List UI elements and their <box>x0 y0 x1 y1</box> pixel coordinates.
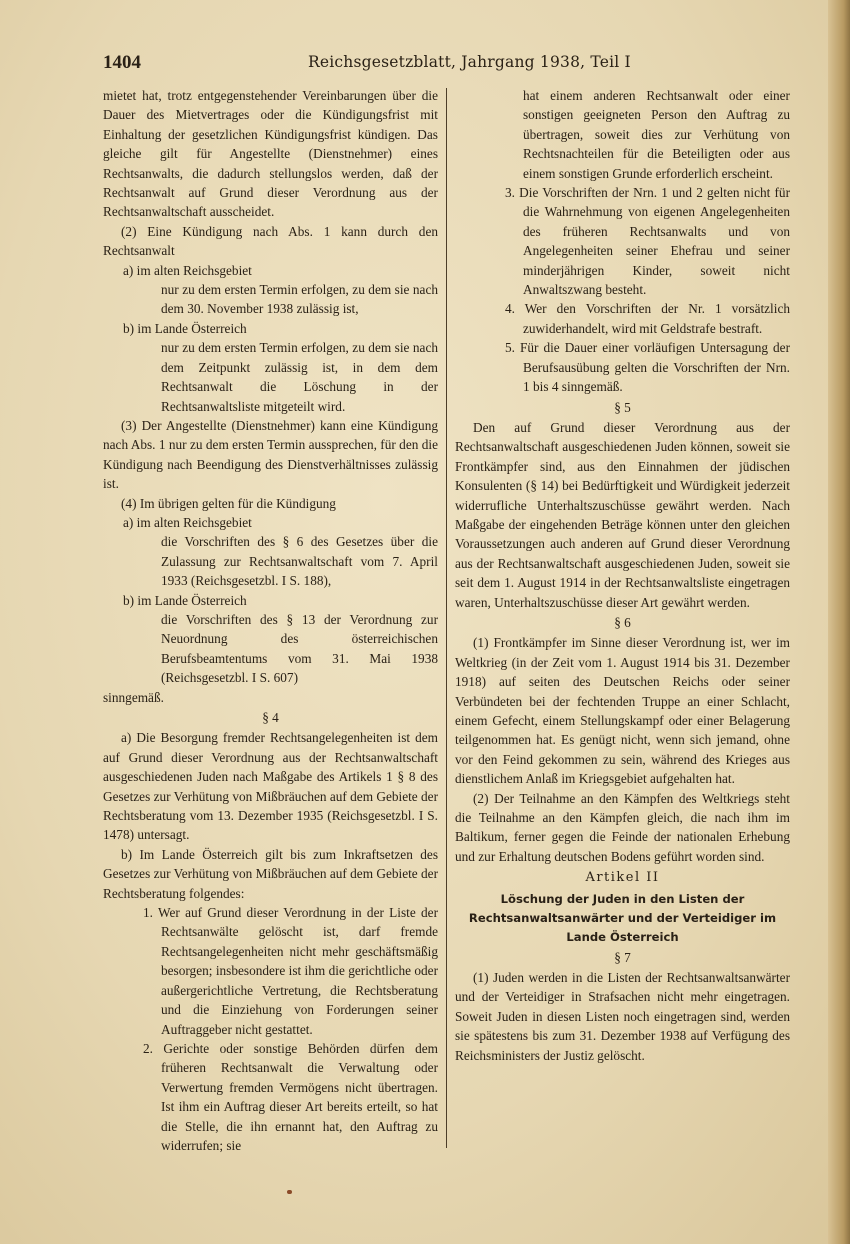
section-heading: § 4 <box>262 710 279 725</box>
paragraph: Den auf Grund dieser Verordnung aus der Rechtsanwaltschaft ausgeschiedenen Juden können, soweit sie Frontkämpfer sind, aus den Einnahmen der jüdischen Konsulenten (§ 14) bei Bedürftigkeit und Würdigkeit jederzeit widerrufliche Unterhaltszuschüsse gewährt werden. Nach Maßgabe der eingehenden Beträge können unter den gleichen Voraussetzungen auch anderen auf Grund dieser Verordnung aus der Rechtsanwaltschaft ausgeschiedenen Juden, soweit sie seit dem 1. August 1914 in der Rechtsanwaltsliste eingetragen waren, Unterhaltszuschüsse dieser Art gewährt werden. <box>455 419 790 610</box>
paragraph: (2) Der Teilnahme an den Kämpfen des Weltkriegs steht die Teilnahme an den Kämpfen gleich, die nach ihm im Baltikum, ferner gegen die Feinde der nationalen Erhebung und zur Erhaltung deutschen Bodens geführt worden sind. <box>455 790 790 864</box>
paragraph: (2) Eine Kündigung nach Abs. 1 kann durch den Rechtsanwalt <box>103 223 438 259</box>
list-item: a) im alten Reichsgebiet <box>123 262 252 278</box>
running-title: Reichsgesetzblatt, Jahrgang 1938, Teil I <box>308 53 631 71</box>
article-subheading: Löschung der Juden in den Listen der Rechtsanwaltsanwärter und der Verteidiger im Lande Österreich <box>468 891 777 944</box>
paragraph: hat einem anderen Rechtsanwalt oder einer sonstigen geeigneten Person den Auftrag zu übertragen, soweit dies zur Verhütung von Rechtsnachteilen für die Beteiligten oder aus einem sonstigen Grunde erforderlich erscheint. <box>523 88 790 181</box>
list-item: b) im Lande Österreich <box>123 320 247 336</box>
page-edge-shadow <box>828 0 850 1244</box>
paragraph: die Vorschriften des § 13 der Verordnung zur Neuordnung des österreichischen Berufsbeamtentums vom 31. Mai 1938 (Reichsgesetzbl. I S. 607) <box>161 611 438 686</box>
section-heading: § 7 <box>614 949 631 965</box>
left-column <box>103 86 438 1155</box>
paper-blemish <box>287 1190 292 1194</box>
numbered-item: 4. Wer den Vorschriften der Nr. 1 vorsätzlich zuwiderhandelt, wird mit Geldstrafe bestraft. <box>505 301 790 336</box>
numbered-item: 1. Wer auf Grund dieser Verordnung in der Liste der Rechtsanwälte gelöscht ist, darf fremde Rechtsangelegenheiten nicht mehr geschäftsmäßig besorgen; insbesondere ist ihm die gerichtliche oder außergerichtliche Vertretung, die Rechtsberatung und die Einziehung von Forderungen seiner Auftraggeber nicht gestattet. <box>143 905 438 1037</box>
paragraph: a) Die Besorgung fremder Rechtsangelegenheiten ist dem auf Grund dieser Verordnung aus der Rechtsanwaltschaft ausgeschiedenen Juden nach Maßgabe des Artikels 1 § 8 des Gesetzes zur Verhütung von Mißbräuchen auf dem Gebiete der Rechtsberatung vom 13. Dezember 1935 (Reichsgesetzbl. I S. 1478) untersagt. <box>103 730 439 843</box>
paragraph: b) Im Lande Österreich gilt bis zum Inkraftsetzen des Gesetzes zur Verhütung von Mißbräuchen auf dem Gebiete der Rechtsberatung folgendes: <box>103 846 439 901</box>
page-header <box>103 52 793 80</box>
numbered-item: 2. Gerichte oder sonstige Behörden dürfen dem früheren Rechtsanwalt die Verwaltung oder Verwertung fremden Vermögens nicht übertragen. Ist ihm ein Auftrag dieser Art bereits erteilt, so hat die Stelle, die ihn ernannt hat, den Auftrag zu widerrufen; sie <box>143 1040 438 1153</box>
paragraph: nur zu dem ersten Termin erfolgen, zu dem sie nach dem Zeitpunkt zulässig ist, in dem dem Rechtsanwalt die Löschung in der Rechtsanwaltsliste mitgeteilt wird. <box>161 340 438 414</box>
paragraph: (1) Juden werden in die Listen der Rechtsanwaltsanwärter und der Verteidiger in Strafsachen nicht mehr eingetragen. Soweit Juden in diesen Listen noch eingetragen sind, werden sie spätestens bis zum 31. Dezember 1938 auf Verfügung des Reichsministers der Justiz gelöscht. <box>455 970 790 1063</box>
paragraph: (3) Der Angestellte (Dienstnehmer) kann eine Kündigung nach Abs. 1 nur zu dem ersten Termin aussprechen, für den die Kündigung nach Beendigung des Dienstverhältnisses zulässig ist. <box>103 417 438 492</box>
paragraph: (4) Im übrigen gelten für die Kündigung <box>121 495 336 511</box>
paragraph: sinngemäß. <box>103 689 164 705</box>
right-column <box>455 86 790 1065</box>
column-divider <box>446 88 447 1148</box>
numbered-item: 3. Die Vorschriften der Nrn. 1 und 2 gelten nicht für die Wahrnehmung von eigenen Angelegenheiten des früheren Rechtsanwalts und von Angelegenheiten seiner Ehefrau und seiner minderjährigen Kinder, soweit nicht Anwaltszwang besteht. <box>505 185 790 298</box>
paragraph: nur zu dem ersten Termin erfolgen, zu dem sie nach dem 30. November 1938 zulässig ist, <box>161 282 438 317</box>
article-heading: Artikel II <box>585 870 660 886</box>
section-heading: § 6 <box>614 614 631 630</box>
paragraph: die Vorschriften des § 6 des Gesetzes über die Zulassung zur Rechtsanwaltschaft vom 7. April 1933 (Reichsgesetzbl. I S. 188), <box>161 534 438 589</box>
paragraph: (1) Frontkämpfer im Sinne dieser Verordnung ist, wer im Weltkrieg (in der Zeit vom 1. August 1914 bis 31. Dezember 1918) auf seiten des Deutschen Reichs oder seiner Verbündeten bei der fechtenden Truppe an einer Schlacht, einem Gefecht, einem Stellungskampf oder einer Belagerung teilgenommen hat. Es genügt nicht, wenn sich jemand, ohne vor den Feind gekommen zu sein, während des Krieges aus dienstlichem Anlaß im Kriegsgebiet aufgehalten hat. <box>455 635 790 787</box>
numbered-item: 5. Für die Dauer einer vorläufigen Untersagung der Berufsausübung gelten die Vorschriften der Nrn. 1 bis 4 sinngemäß. <box>505 340 790 395</box>
list-item: a) im alten Reichsgebiet <box>123 514 252 530</box>
paragraph: mietet hat, trotz entgegenstehender Vereinbarungen über die Dauer des Mietvertrages oder die Kündigungsfrist mit Einhaltung der gesetzlichen Kündigungsfrist kündigen. Das gleiche gilt für Angestellte (Dienstnehmer) eines Rechtsanwalts, die dadurch stellungslos werden, daß der Rechtsanwalt auf Grund dieser Verordnung aus der Rechtsanwaltschaft ausscheidet. <box>103 88 438 220</box>
section-heading: § 5 <box>614 399 631 415</box>
list-item: b) im Lande Österreich <box>123 592 247 608</box>
page-number: 1404 <box>103 52 141 73</box>
